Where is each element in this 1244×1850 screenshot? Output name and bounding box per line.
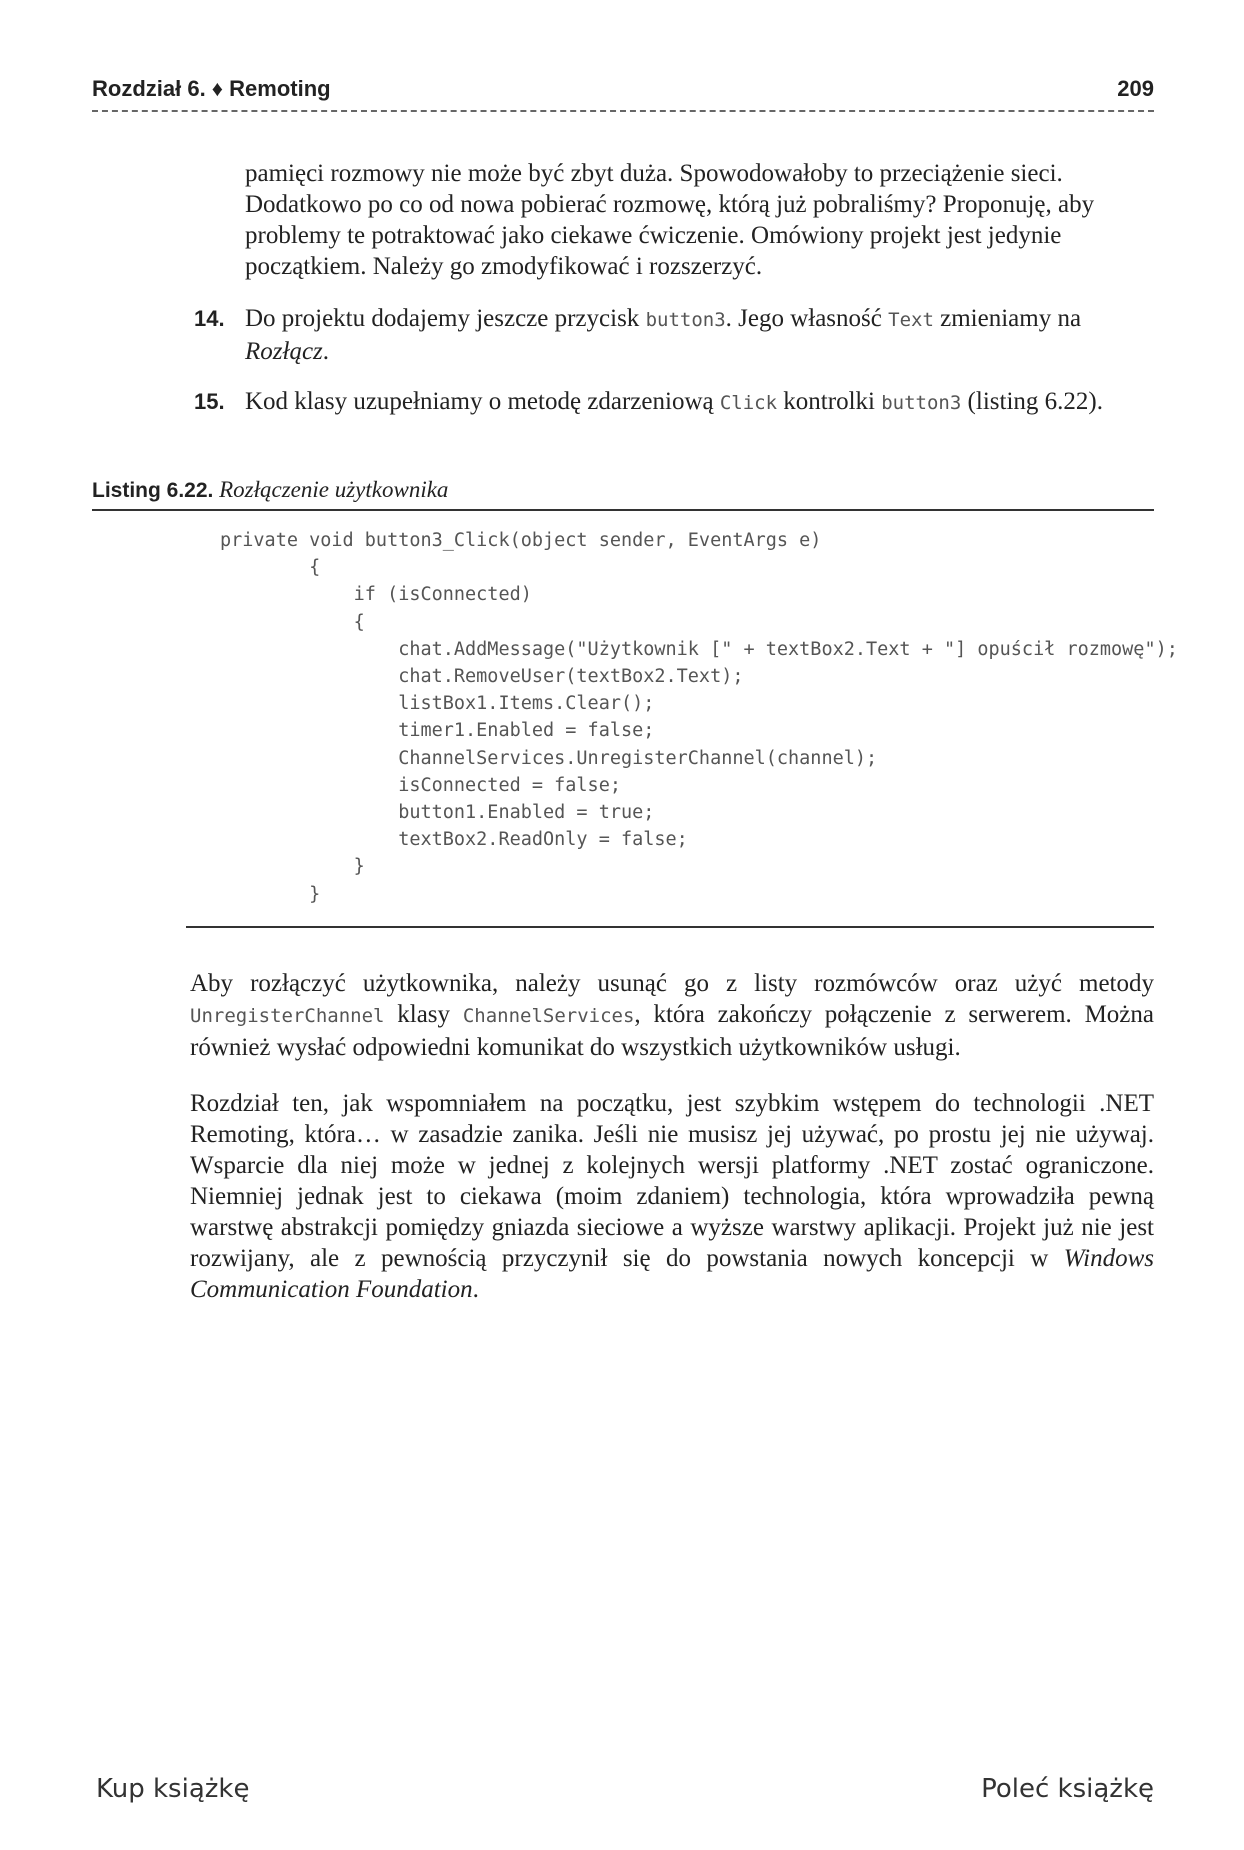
step-text bbox=[245, 303, 1145, 367]
emphasis: Windows Communication Foundation bbox=[190, 1245, 1154, 1303]
code-line: timer1.Enabled = false; bbox=[220, 720, 655, 742]
code-line: { bbox=[220, 557, 321, 579]
intro-paragraph: pamięci rozmowy nie może być zbyt duża. Spowodowałoby to przeciążenie sieci. Dodatkowo po co od nowa pobierać rozmowę, którą już pobraliśmy? Proponuję, aby problemy te potraktować jako ciekawe ćwiczenie. Omówiony projekt jest jedynie początkiem. Należy go zmodyfikować i rozszerzyć. bbox=[245, 160, 1095, 280]
paragraph bbox=[190, 968, 1154, 1063]
emphasis: Rozłącz bbox=[245, 338, 323, 365]
code-line: chat.RemoveUser(textBox2.Text); bbox=[220, 666, 744, 688]
code-line: ChannelServices.UnregisterChannel(channel); bbox=[220, 747, 878, 769]
recommend-book-link[interactable]: Poleć książkę bbox=[981, 1774, 1154, 1804]
listing-label: Listing 6.22. bbox=[92, 479, 214, 502]
inline-code: Click bbox=[719, 392, 778, 414]
listing-divider bbox=[186, 926, 1154, 928]
inline-code: ChannelServices bbox=[462, 1005, 635, 1027]
page-number: 209 bbox=[1117, 76, 1154, 101]
chapter-title: Rozdział 6. ♦ Remoting bbox=[92, 76, 331, 101]
code-line: } bbox=[220, 883, 321, 905]
text: klasy bbox=[384, 1001, 463, 1028]
running-header bbox=[92, 74, 1154, 112]
inline-code: button3 bbox=[645, 309, 726, 331]
inline-code: Text bbox=[888, 309, 934, 331]
listing-caption bbox=[92, 477, 1154, 511]
step-number: 15. bbox=[194, 389, 225, 414]
buy-book-link[interactable]: Kup książkę bbox=[96, 1774, 250, 1804]
step-text bbox=[245, 386, 1105, 419]
text: Aby rozłączyć użytkownika, należy usunąć go z listy rozmówców oraz użyć metody bbox=[190, 970, 1154, 997]
text: . bbox=[472, 1276, 479, 1303]
code-line: textBox2.ReadOnly = false; bbox=[220, 829, 688, 851]
code-line: listBox1.Items.Clear(); bbox=[220, 693, 655, 715]
code-line: private void button3_Click(object sender, EventArgs e) bbox=[220, 530, 822, 551]
text: Do projektu dodajemy jeszcze przycisk bbox=[245, 305, 646, 332]
paragraph bbox=[190, 1088, 1154, 1305]
code-line: if (isConnected) bbox=[220, 584, 532, 606]
step-number: 14. bbox=[194, 306, 225, 331]
inline-code: UnregisterChannel bbox=[190, 1005, 385, 1027]
text: , która zakończy połączenie z serwerem. Można również wysłać odpowiedni komunikat do wszystkich użytkowników usługi. bbox=[190, 1001, 1154, 1061]
inline-code: button3 bbox=[881, 392, 962, 414]
code-line: chat.AddMessage("Użytkownik [" + textBox2.Text + "] opuścił rozmowę"); bbox=[220, 638, 1178, 660]
text: Kod klasy uzupełniamy o metodę zdarzeniową bbox=[245, 388, 720, 415]
code-listing bbox=[220, 527, 1178, 908]
text: Rozdział ten, jak wspomniałem na początku, jest szybkim wstępem do technologii .NET Remoting, która… w zasadzie zanika. Jeśli nie musisz jej używać, po prostu jej nie używaj. Wsparcie dla niej może w jednej z kolejnych wersji platformy .NET zostać ograniczone. Niemniej jednak jest to ciekawa (moim zdaniem) technologia, która wprowadziła pewną warstwę abstrakcji pomiędzy gniazda sieciowe a wyższe warstwy aplikacji. Projekt już nie jest rozwijany, ale z pewnością przyczynił się do powstania nowych koncepcji w bbox=[190, 1090, 1154, 1272]
listing-title: Rozłączenie użytkownika bbox=[219, 477, 449, 502]
code-line: { bbox=[220, 611, 365, 633]
text: . Jego własność bbox=[725, 305, 889, 332]
text: . bbox=[322, 338, 330, 365]
text: zmieniamy na bbox=[933, 305, 1082, 332]
text: kontrolki bbox=[777, 388, 882, 415]
code-line: } bbox=[220, 856, 365, 878]
text: (listing 6.22). bbox=[961, 388, 1103, 415]
code-line: isConnected = false; bbox=[220, 774, 621, 796]
code-line: button1.Enabled = true; bbox=[220, 802, 655, 824]
